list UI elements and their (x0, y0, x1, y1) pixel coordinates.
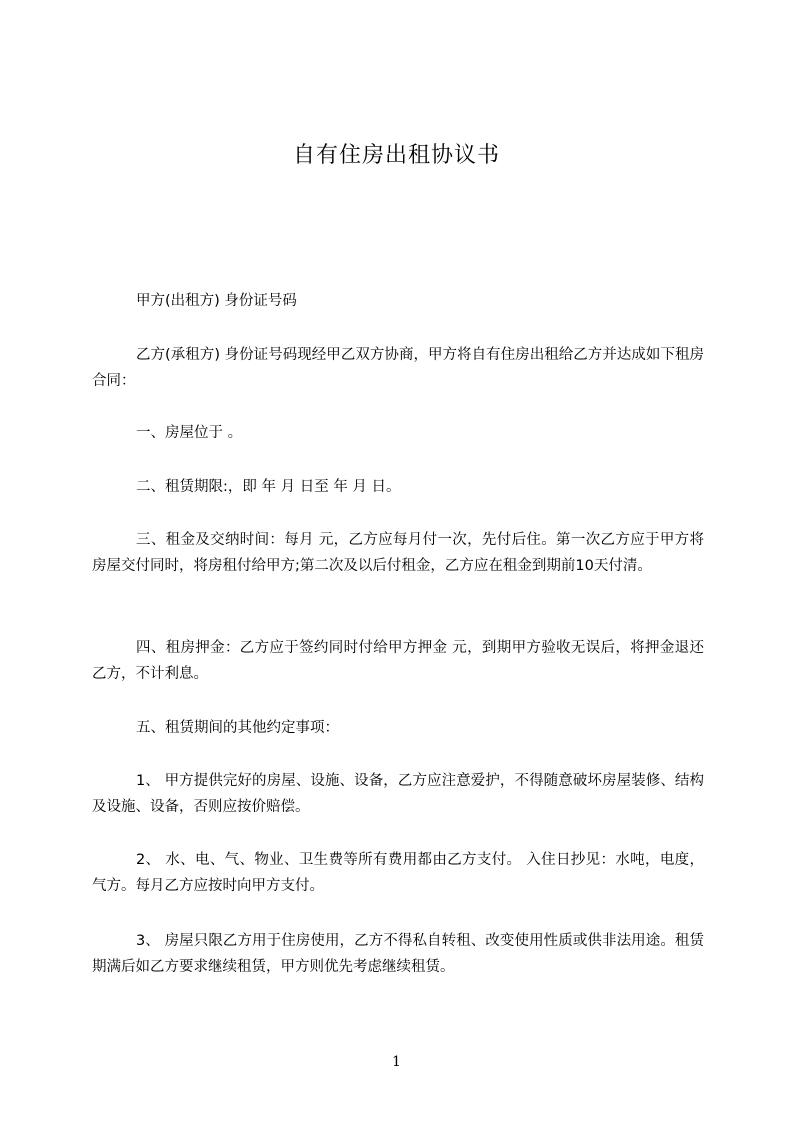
paragraph-clause-5: 五、租赁期间的其他约定事项： (136, 720, 339, 736)
paragraph-party-a: 甲方(出租方) 身份证号码 (136, 293, 297, 309)
paragraph-item-1: 1、 甲方提供完好的房屋、设施、设备，乙方应注意爱护，不得随意破坏房屋装修、结构及设施、设备，否则应按价赔偿。 (92, 773, 704, 815)
paragraph-clause-3: 三、租金及交纳时间：每月 元，乙方应每月付一次，先付后住。第一次乙方应于甲方将房屋交付同时，将房租付给甲方;第二次及以后付租金，乙方应在租金到期前10天付清。 (92, 532, 704, 574)
paragraph-clause-1: 一、房屋位于 。 (136, 425, 243, 441)
paragraph-item-2: 2、 水、电、气、物业、卫生费等所有费用都由乙方支付。 入住日抄见：水吨，电度，气方。每月乙方应按时向甲方支付。 (92, 852, 704, 894)
document-title: 自有住房出租协议书 (292, 143, 500, 168)
paragraph-party-b: 乙方(承租方) 身份证号码现经甲乙双方协商，甲方将自有住房出租给乙方并达成如下租房合同： (92, 347, 704, 389)
paragraph-clause-4: 四、租房押金：乙方应于签约同时付给甲方押金 元，到期甲方验收无误后，将押金退还乙方，不计利息。 (92, 640, 704, 682)
paragraph-item-3: 3、 房屋只限乙方用于住房使用，乙方不得私自转租、改变使用性质或供非法用途。租赁期满后如乙方要求继续租赁，甲方则优先考虑继续租赁。 (92, 933, 704, 975)
page-number: 1 (392, 1054, 401, 1070)
paragraph-clause-2: 二、租赁期限:，即 年 月 日至 年 月 日。 (136, 479, 401, 495)
